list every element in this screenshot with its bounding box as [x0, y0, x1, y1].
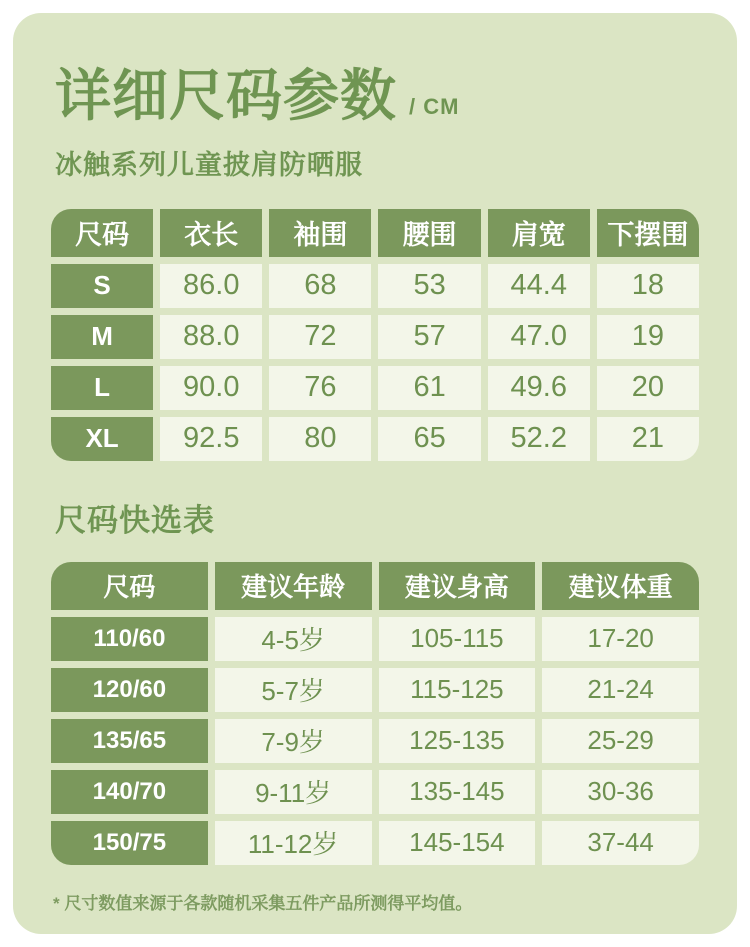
page-title-text: 详细尺码参数: [55, 64, 397, 127]
data-cell: 7-9岁: [215, 719, 372, 763]
data-cell: 20: [597, 366, 699, 410]
data-cell: 25-29: [542, 719, 699, 763]
data-cell: 47.0: [488, 315, 590, 359]
data-cell: 18: [597, 264, 699, 308]
product-subtitle: 冰触系列儿童披肩防晒服: [55, 149, 363, 180]
data-cell: 19: [597, 315, 699, 359]
data-cell: 80: [269, 417, 371, 461]
quick-table: [51, 562, 699, 865]
column-header: 腰围: [378, 209, 480, 257]
data-cell: 90.0: [160, 366, 262, 410]
column-header: 下摆围: [597, 209, 699, 257]
row-label: 150/75: [51, 821, 208, 865]
data-cell: 11-12岁: [215, 821, 372, 865]
data-cell: 72: [269, 315, 371, 359]
data-cell: 68: [269, 264, 371, 308]
data-cell: 49.6: [488, 366, 590, 410]
page-title: [55, 65, 699, 127]
row-label: XL: [51, 417, 153, 461]
size-chart-card: [13, 13, 737, 934]
data-cell: 86.0: [160, 264, 262, 308]
column-header: 肩宽: [488, 209, 590, 257]
column-header: 尺码: [51, 562, 208, 610]
row-label: 135/65: [51, 719, 208, 763]
data-cell: 21-24: [542, 668, 699, 712]
column-header: 建议年龄: [215, 562, 372, 610]
data-cell: 76: [269, 366, 371, 410]
data-cell: 88.0: [160, 315, 262, 359]
row-label: S: [51, 264, 153, 308]
data-cell: 145-154: [379, 821, 536, 865]
data-cell: 92.5: [160, 417, 262, 461]
data-cell: 30-36: [542, 770, 699, 814]
data-cell: 52.2: [488, 417, 590, 461]
column-header: 袖围: [269, 209, 371, 257]
data-cell: 37-44: [542, 821, 699, 865]
unit-label: / CM: [409, 93, 460, 119]
data-cell: 53: [378, 264, 480, 308]
data-cell: 61: [378, 366, 480, 410]
data-cell: 21: [597, 417, 699, 461]
data-cell: 9-11岁: [215, 770, 372, 814]
data-cell: 5-7岁: [215, 668, 372, 712]
row-label: 110/60: [51, 617, 208, 661]
row-label: 140/70: [51, 770, 208, 814]
row-label: M: [51, 315, 153, 359]
row-label: 120/60: [51, 668, 208, 712]
data-cell: 125-135: [379, 719, 536, 763]
size-table: [51, 209, 699, 461]
data-cell: 105-115: [379, 617, 536, 661]
column-header: 建议身高: [379, 562, 536, 610]
data-cell: 135-145: [379, 770, 536, 814]
column-header: 建议体重: [542, 562, 699, 610]
column-header: 衣长: [160, 209, 262, 257]
row-label: L: [51, 366, 153, 410]
data-cell: 17-20: [542, 617, 699, 661]
footnote: * 尺寸数值来源于各款随机采集五件产品所测得平均值。: [53, 893, 473, 913]
data-cell: 65: [378, 417, 480, 461]
data-cell: 115-125: [379, 668, 536, 712]
quick-table-title: 尺码快选表: [55, 502, 215, 538]
data-cell: 4-5岁: [215, 617, 372, 661]
data-cell: 57: [378, 315, 480, 359]
data-cell: 44.4: [488, 264, 590, 308]
column-header: 尺码: [51, 209, 153, 257]
